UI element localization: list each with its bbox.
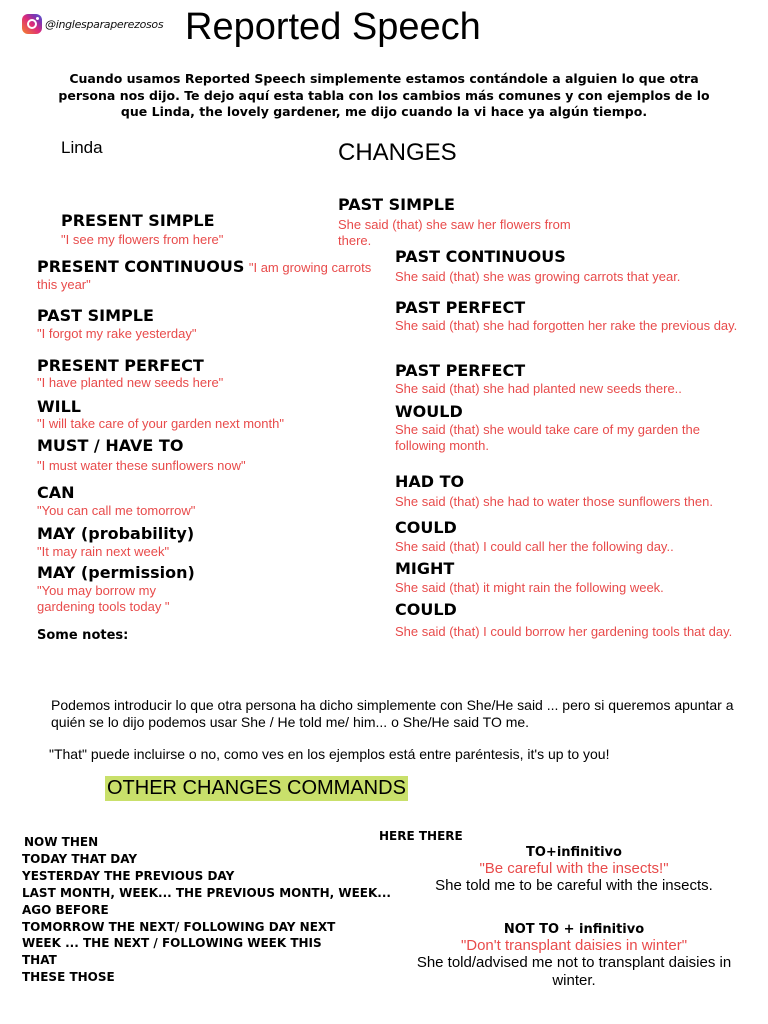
- right-tense-could-2: COULD: [395, 600, 457, 619]
- right-example-past-perfect-1: She said (that) she had forgotten her rake the previous day.: [395, 318, 738, 333]
- right-example-could-1: She said (that) I could call her the following day..: [395, 539, 674, 554]
- list-item: NOW THEN: [24, 835, 99, 849]
- left-example-present-perfect: "I have planted new seeds here": [37, 375, 224, 390]
- right-tense-could-1: COULD: [395, 518, 457, 537]
- right-tense-past-perfect-1: PAST PERFECT: [395, 298, 526, 317]
- notes-title: Some notes:: [37, 628, 129, 643]
- left-tense-may-probability: MAY (probability): [37, 524, 195, 543]
- left-example-present-continuous: "I am growing carrots this year": [37, 260, 372, 292]
- command-example: She told/advised me not to transplant daisies in winter.: [416, 954, 732, 989]
- left-tense-can: CAN: [37, 483, 75, 502]
- left-example-past-simple: "I forgot my rake yesterday": [37, 326, 197, 341]
- list-item: TOMORROW THE NEXT/ FOLLOWING DAY NEXT: [22, 919, 336, 934]
- right-example-could-2: She said (that) I could borrow her gardening tools that day.: [395, 624, 733, 639]
- right-tense-past-simple: PAST SIMPLE: [338, 195, 455, 214]
- left-present-continuous: [37, 258, 389, 293]
- intro-text: Cuando usamos Reported Speech simplemente estamos contándole a alguien lo que otra persona nos dijo. Te dejo aquí esta tabla con los cambios más comunes y con ejemplos de lo que Linda, the lovely gardener, me dijo cuando la vi hace ya algún tiempo.: [58, 71, 710, 119]
- left-example-may-probability: "It may rain next week": [37, 544, 170, 559]
- left-example-can: "You can call me tomorrow": [37, 503, 196, 518]
- notes-paragraph-1: Podemos introducir lo que otra persona ha dicho simplemente con She/He said ... pero si queremos apuntar a quién se lo dijo podemos usar She / He told me/ him... o She/He said TO me.: [51, 697, 734, 730]
- left-tense-must: MUST / HAVE TO: [37, 436, 184, 455]
- right-tense-past-continuous: PAST CONTINUOUS: [395, 247, 566, 266]
- page-title: Reported Speech: [185, 6, 481, 48]
- left-tense-present-simple: PRESENT SIMPLE: [61, 211, 215, 230]
- right-tense-past-perfect-2: PAST PERFECT: [395, 361, 526, 380]
- list-item: YESTERDAY THE PREVIOUS DAY: [22, 868, 235, 883]
- command-title: TO+infinitivo: [526, 845, 622, 860]
- notes-paragraph-2: "That" puede incluirse o no, como ves en los ejemplos está entre paréntesis, it's up to you!: [49, 746, 610, 762]
- right-example-would: She said (that) she would take care of my garden the following month.: [395, 422, 700, 453]
- column-title-changes: CHANGES: [338, 139, 457, 166]
- list-item: LAST MONTH, WEEK... THE PREVIOUS MONTH, WEEK...: [22, 885, 391, 900]
- right-tense-might: MIGHT: [395, 559, 455, 578]
- instagram-handle[interactable]: @inglesparaperezosos: [45, 18, 164, 31]
- list-item: AGO BEFORE: [22, 902, 109, 917]
- command-title: NOT TO + infinitivo: [503, 922, 645, 937]
- left-example-present-simple: "I see my flowers from here": [61, 232, 224, 247]
- command-example: She told me to be careful with the insects.: [435, 877, 713, 894]
- list-item: TODAY THAT DAY: [22, 851, 138, 866]
- command-not-to-infinitive: [400, 922, 748, 990]
- left-example-may-permission: "You may borrow my gardening tools today ": [37, 583, 170, 614]
- left-example-must: "I must water these sunflowers now": [37, 458, 246, 473]
- column-title-linda: Linda: [61, 138, 103, 157]
- command-to-infinitive: [400, 845, 748, 895]
- left-tense-present-perfect: PRESENT PERFECT: [37, 356, 204, 375]
- left-example-will: "I will take care of your garden next month": [37, 416, 284, 431]
- left-tense-may-permission: MAY (permission): [37, 563, 195, 582]
- here-there: HERE THERE: [379, 829, 463, 843]
- list-item: THESE THOSE: [22, 970, 115, 985]
- command-quote: "Don't transplant daisies in winter": [460, 937, 688, 954]
- left-tense-will: WILL: [37, 397, 81, 416]
- left-tense-present-continuous: PRESENT CONTINUOUS: [37, 257, 245, 276]
- left-tense-past-simple: PAST SIMPLE: [37, 306, 154, 325]
- right-tense-had-to: HAD TO: [395, 472, 465, 491]
- list-item: WEEK ... THE NEXT / FOLLOWING WEEK THIS: [22, 936, 322, 951]
- right-example-past-simple: She said (that) she saw her flowers from there.: [338, 217, 571, 248]
- right-tense-would: WOULD: [395, 402, 463, 421]
- right-example-might: She said (that) it might rain the following week.: [395, 580, 664, 595]
- other-changes-heading: OTHER CHANGES COMMANDS: [107, 777, 406, 799]
- right-example-past-continuous: She said (that) she was growing carrots that year.: [395, 269, 681, 284]
- instagram-icon: [22, 14, 42, 34]
- list-item: THAT: [22, 953, 57, 968]
- right-example-past-perfect-2: She said (that) she had planted new seeds there..: [395, 381, 682, 396]
- command-quote: "Be careful with the insects!": [479, 860, 669, 877]
- time-place-changes-list: [22, 834, 391, 986]
- right-example-had-to: She said (that) she had to water those sunflowers then.: [395, 494, 713, 509]
